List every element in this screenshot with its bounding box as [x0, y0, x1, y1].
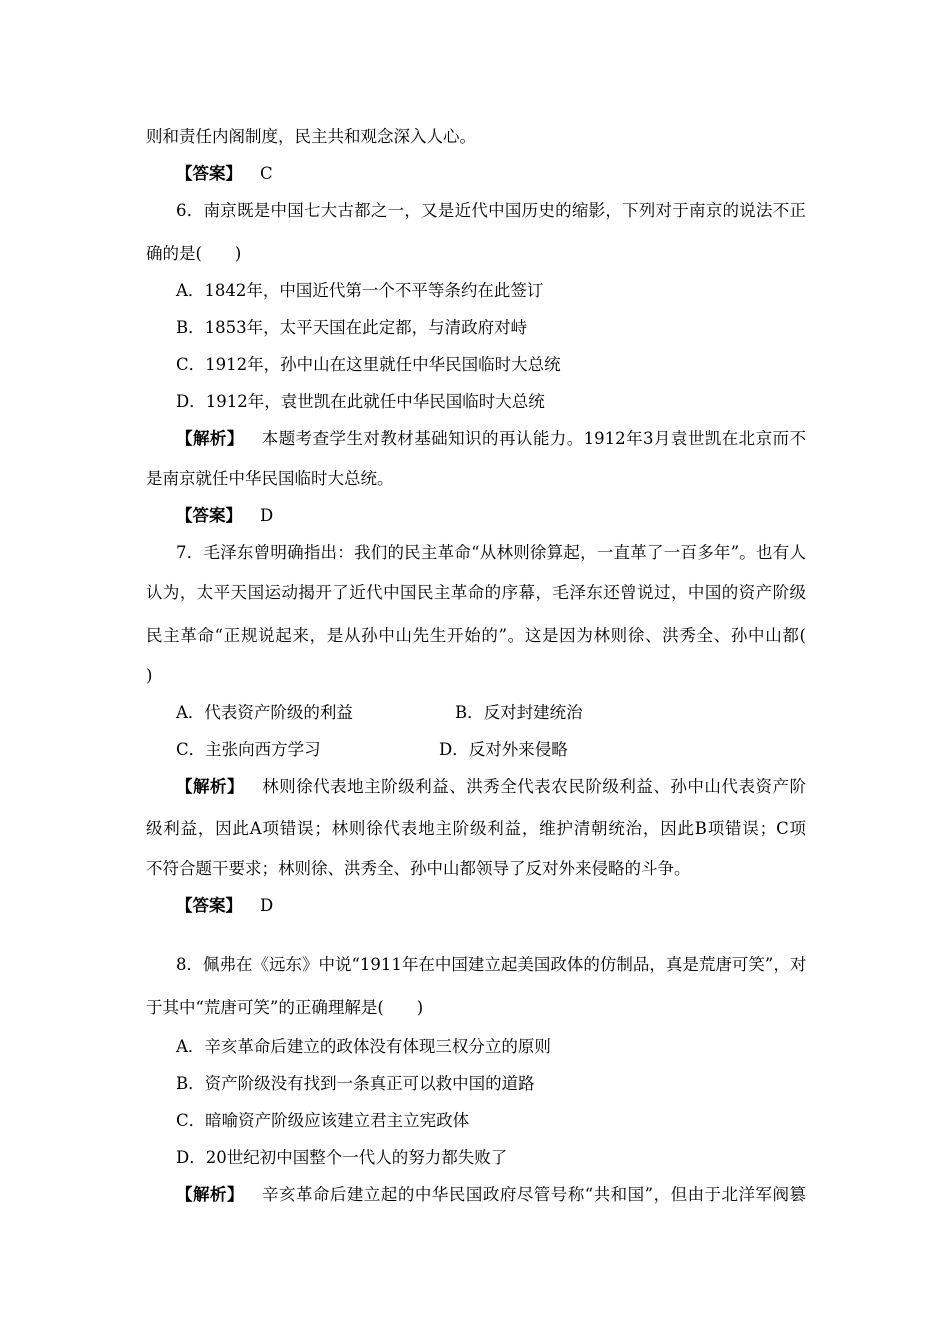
answer-value: C — [260, 164, 273, 183]
answer-line-q5 — [176, 164, 836, 184]
question-6-stem: 6．南京既是中国七大古都之一，又是近代中国历史的缩影，下列对于南京的说法不正 — [176, 201, 806, 220]
question-7-stem-cont-1: 认为，太平天国运动揭开了近代中国民主革命的序幕，毛泽东还曾说过，中国的资产阶级 — [146, 583, 806, 602]
analysis-tag: 【解析】 — [176, 429, 244, 448]
question-7-option-a: A．代表资产阶级的利益 — [176, 703, 353, 722]
analysis-tag: 【解析】 — [176, 1185, 244, 1204]
question-8-stem: 8．佩弗在《远东》中说“1911年在中国建立起美国政体的仿制品，真是荒唐可笑”，对 — [176, 955, 807, 974]
analysis-text: 辛亥革命后建立起的中华民国政府尽管号称“共和国”，但由于北洋军阀篡 — [261, 1185, 807, 1204]
answer-tag: 【答案】 — [176, 506, 242, 525]
paragraph-continuation: 则和责任内阁制度，民主共和观念深入人心。 — [146, 127, 476, 146]
question-8-option-d: D．20世纪初中国整个一代人的努力都失败了 — [176, 1148, 508, 1167]
question-6-option-b: B．1853年，太平天国在此定都，与清政府对峙 — [176, 318, 528, 337]
question-6-analysis — [176, 429, 806, 449]
question-8-option-b: B．资产阶级没有找到一条真正可以救中国的道路 — [176, 1074, 535, 1093]
question-8-option-a: A．辛亥革命后建立的政体没有体现三权分立的原则 — [176, 1037, 551, 1056]
question-7-option-d: D．反对外来侵略 — [439, 740, 568, 759]
question-7-stem-cont-3: ) — [146, 666, 153, 685]
analysis-text: 本题考查学生对教材基础知识的再认能力。1912年3月袁世凯在北京而不 — [261, 429, 806, 448]
question-7-option-c: C．主张向西方学习 — [176, 740, 321, 759]
question-7-stem: 7．毛泽东曾明确指出：我们的民主革命“从林则徐算起，一直革了一百多年”。也有人 — [176, 543, 806, 562]
question-6-analysis-cont: 是南京就任中华民国临时大总统。 — [146, 469, 394, 488]
question-7-options-row-2 — [176, 740, 836, 760]
question-6-stem-cont: 确的是( ) — [146, 244, 242, 263]
answer-tag: 【答案】 — [176, 164, 242, 183]
answer-tag: 【答案】 — [176, 896, 242, 915]
analysis-tag: 【解析】 — [176, 777, 245, 796]
question-7-stem-cont-2: 民主革命“正规说起来，是从孙中山先生开始的”。这是因为林则徐、洪秀全、孙中山都( — [146, 626, 806, 645]
question-6-option-d: D．1912年，袁世凯在此就任中华民国临时大总统 — [176, 392, 545, 411]
question-8-analysis — [176, 1185, 806, 1205]
question-8-option-c: C．暗喻资产阶级应该建立君主立宪政体 — [176, 1111, 470, 1130]
question-6-option-a: A．1842年，中国近代第一个不平等条约在此签订 — [176, 281, 544, 300]
question-7-options-row-1 — [176, 703, 836, 723]
answer-line-q7 — [176, 896, 836, 916]
question-7-analysis-cont-2: 不符合题干要求；林则徐、洪秀全、孙中山都领导了反对外来侵略的斗争。 — [146, 859, 691, 878]
question-7-analysis-cont-1: 级利益，因此A项错误；林则徐代表地主阶级利益，维护清朝统治，因此B项错误；C项 — [146, 819, 806, 838]
answer-value: D — [260, 896, 274, 915]
question-7-analysis — [176, 777, 806, 797]
question-7-option-b: B．反对封建统治 — [455, 703, 583, 722]
question-6-option-c: C．1912年，孙中山在这里就任中华民国临时大总统 — [176, 355, 561, 374]
analysis-text: 林则徐代表地主阶级利益、洪秀全代表农民阶级利益、孙中山代表资产阶 — [262, 777, 807, 796]
answer-line-q6 — [176, 506, 836, 526]
question-8-stem-cont: 于其中“荒唐可笑”的正确理解是( ) — [146, 998, 424, 1017]
answer-value: D — [260, 506, 274, 525]
